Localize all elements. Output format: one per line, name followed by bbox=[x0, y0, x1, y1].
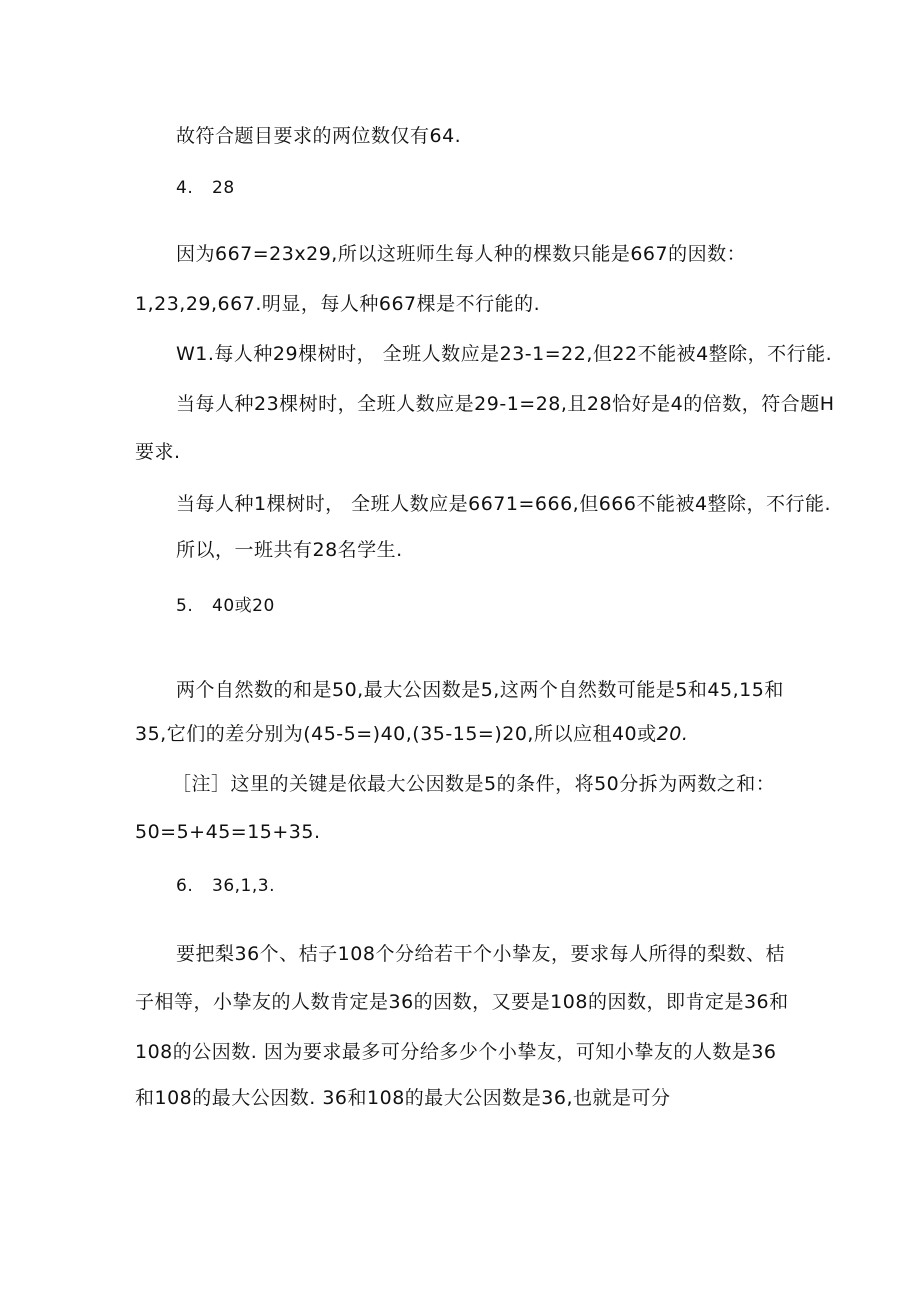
paragraph-line: 108的公因数. 因为要求最多可分给多少个小挚友，可知小挚友的人数是36 bbox=[135, 1041, 777, 1063]
paragraph-line: 当每人种1棵树时， 全班人数应是6671=666,但666不能被4整除，不行能. bbox=[176, 493, 832, 515]
paragraph-line bbox=[135, 722, 688, 746]
question-answer: 36,1,3. bbox=[212, 876, 275, 896]
paragraph-line: 当每人种23棵树时，全班人数应是29-1=28,且28恰好是4的倍数，符合题H bbox=[176, 393, 835, 415]
paragraph-line: 1,23,29,667.明显，每人种667棵是不行能的. bbox=[135, 293, 541, 315]
paragraph-line: 和108的最大公因数. 36和108的最大公因数是36,也就是可分 bbox=[135, 1087, 671, 1109]
paragraph-line: 两个自然数的和是50,最大公因数是5,这两个自然数可能是5和45,15和 bbox=[176, 679, 784, 701]
paragraph-line: W1.每人种29棵树时， 全班人数应是23-1=22,但22不能被4整除，不行能. bbox=[176, 343, 833, 365]
paragraph-line: 要把梨36个、桔子108个分给若干个小挚友，要求每人所得的梨数、桔 bbox=[176, 943, 785, 965]
paragraph-line: 子相等，小挚友的人数肯定是36的因数，又要是108的因数，即肯定是36和 bbox=[135, 991, 789, 1013]
question-number: 4. bbox=[176, 178, 194, 198]
question-answer: 40或20 bbox=[212, 596, 275, 616]
paragraph-line: 故符合题目要求的两位数仅有64. bbox=[176, 125, 462, 147]
paragraph-line: 所以，一班共有28名学生. bbox=[176, 539, 403, 561]
question-number: 6. bbox=[176, 876, 194, 896]
note-line: ［注］这里的关键是依最大公因数是5的条件，将50分拆为两数之和： bbox=[172, 773, 776, 795]
paragraph-line: 50=5+45=15+35. bbox=[135, 821, 321, 843]
question-number: 5. bbox=[176, 596, 194, 616]
question-answer: 28 bbox=[212, 178, 235, 198]
italic-number: 20. bbox=[656, 723, 689, 745]
paragraph-text: 35,它们的差分别为(45-5=)40,(35-15=)20,所以应租40或 bbox=[135, 723, 657, 745]
paragraph-line: 因为667=23x29,所以这班师生每人种的棵数只能是667的因数： bbox=[176, 243, 747, 265]
paragraph-line: 要求. bbox=[135, 441, 181, 463]
